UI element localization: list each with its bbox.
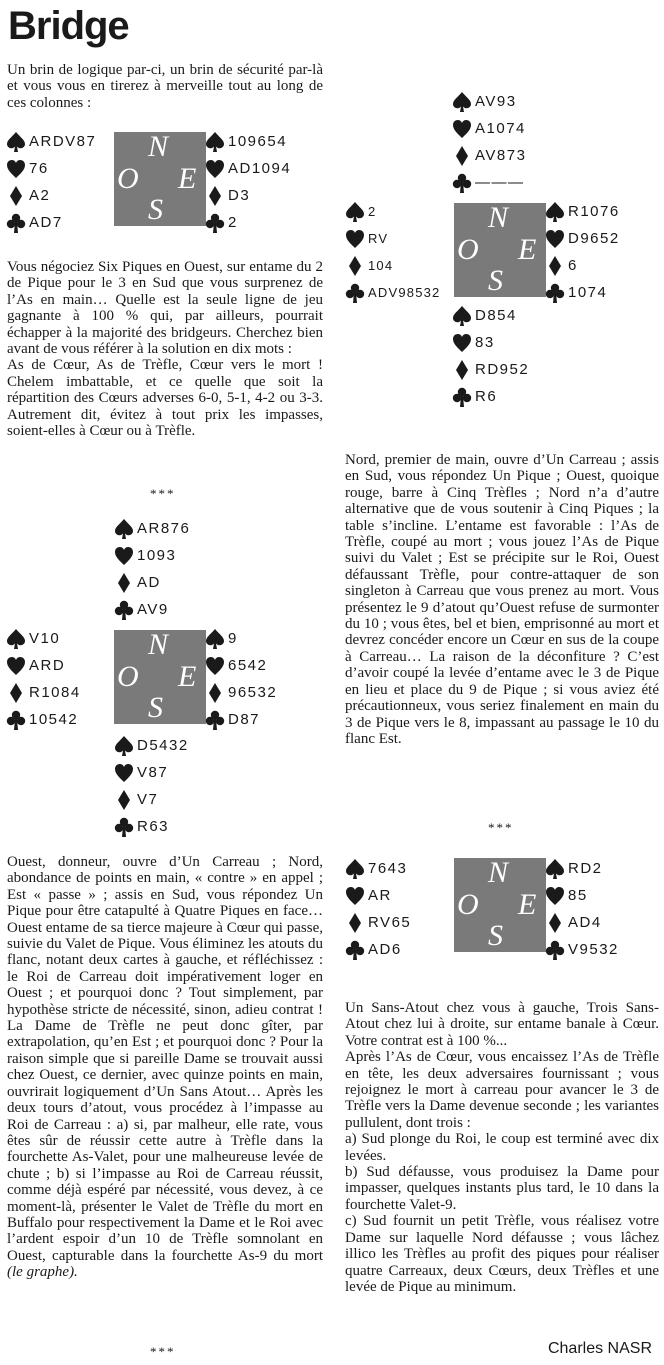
west-letter: O — [117, 660, 139, 693]
west-letter: O — [457, 888, 479, 921]
east-letter: E — [178, 660, 197, 693]
deal2-east-hand — [205, 625, 277, 733]
spade-icon — [114, 735, 134, 757]
diamond-icon — [545, 255, 565, 277]
north-letter: N — [148, 130, 169, 163]
south-letter: S — [148, 193, 163, 226]
east-diamonds: AD4 — [568, 914, 602, 931]
spade-icon — [345, 201, 365, 223]
compass-box — [454, 203, 546, 297]
diamond-icon — [114, 789, 134, 811]
north-letter: N — [488, 201, 509, 234]
club-icon — [114, 816, 134, 838]
paragraph-body: Ouest, donneur, ouvre d’Un Carreau ; Nord, abondance de points en main, « contre » en appel ; Est « passe » ; assis en Sud, vous répondez Un Pique pour être catapulté à Quatre Piques en face… Ouest entame de sa tierce majeure à Cœur qui passe, suivie du Valet de Pique. Vous éliminez les atouts du flanc, notant deux cartes à gauche, et réfléchissez : le Roi de Carreau doit impérativement loger en Ouest ; et pourquoi donc ? Tout simplement, par hypothèse stricte de nécessité, sinon, adieu contrat ! La Dame de Trèfle ne peut donc gîter, par extrapolation, qu’en Est ; et pourquoi donc ? Pour la raison simple que si pareille Dame se trouvait aussi chez Ouest, ce dernier, avec quinze points en main, ouvrirait logiquement d’Un Sans Atout… Après les deux tours d’atout, vous procédez à l’impasse au Roi de Carreau : a) si, par malheur, elle rate, vous êtes sûr de réussir cette autre à Trèfle dans la fourchette As-Valet, pour une malheureuse levée de chute ; b) si l’impasse au Roi de Carreau réussit, comme déjà espéré par nécessité, vous devez, à ce moment-là, présenter le Valet de Trèfle du mort en Buffalo pour respectivement la Dame et le Roi avec l’ardent espoir d’un 10 de Trèfle somnolant en Ouest, capturable dans la fourchette As-9 du mort — [7, 854, 323, 1264]
paragraph: b) Sud défausse, vous produisez la Dame pour impasser, quelques instants plus tard, le 10 dans la fourchette Valet-9. — [345, 1164, 659, 1213]
north-hearts: 1093 — [137, 547, 177, 564]
north-spades: AV93 — [475, 93, 517, 110]
south-spades: D854 — [475, 307, 517, 324]
separator: *** — [488, 820, 514, 835]
page-title: Bridge — [8, 4, 129, 48]
club-icon — [205, 709, 225, 731]
paragraph: As de Cœur, As de Trèfle, Cœur vers le mort ! Chelem imbattable, et ce quelle que soit la répartition des Cœurs adverses 6-0, 5-1, 4-2 ou 3-3. Autrement dit, évitez à tout prix les impasses, soient-elles à Cœur ou à Trèfle. — [7, 357, 323, 440]
article-4 — [345, 1000, 659, 1295]
north-hearts: A1074 — [475, 120, 526, 137]
deal4-west-hand — [345, 855, 411, 963]
north-spades: AR876 — [137, 520, 191, 537]
west-clubs: 10542 — [29, 711, 79, 728]
heart-icon — [345, 885, 365, 907]
south-clubs: R6 — [475, 388, 498, 405]
west-letter: O — [117, 162, 139, 195]
east-spades: 9 — [228, 630, 238, 647]
diamond-icon — [345, 912, 365, 934]
deal3-east-hand — [545, 198, 620, 306]
north-letter: N — [148, 628, 169, 661]
south-letter: S — [488, 919, 503, 952]
heart-icon — [205, 655, 225, 677]
east-diamonds: D3 — [228, 187, 251, 204]
article-3: Nord, premier de main, ouvre d’Un Carreau ; assis en Sud, vous répondez Un Pique ; Ouest, quoique rouge, barre à Cinq Trèfles ; Nord n’a d’autre alternative que de vous soutenir à Cinq Piques ; la table s’incline. L’entame est favorable : l’As de Trèfle, coupé au mort ; vous jouez l’As de Pique suivi du Valet ; Est se précipite sur le Roi, Ouest défaussant Trèfle, pour contre-attaquer de son singleton à Carreau que vous prenez au mort. Vous présentez le 9 d’atout qu’Ouest refuse de surmonter du 10 ; vous êtes, bel et bien, emprisonné au mort et devrez concéder encore un Cœur en sus de la coupe à Carreau… La raison de la déconfiture ? C’est d’avoir coupé la levée d’entame avec le 3 de Pique en lieu et place du 9 de Pique ; si vous aviez été précautionneux, vous seriez finalement en main du 3 de Pique vers le 8, impassant au passage le 10 du flanc Est. — [345, 452, 659, 747]
heart-icon — [114, 762, 134, 784]
west-diamonds: R1084 — [29, 684, 81, 701]
italic-note: (le graphe). — [7, 1264, 78, 1281]
compass-box — [114, 132, 206, 226]
deal1-east-hand — [205, 128, 291, 236]
west-clubs: AD7 — [29, 214, 63, 231]
west-hearts: AR — [368, 887, 392, 904]
south-diamonds: RD952 — [475, 361, 530, 378]
west-spades: 2 — [368, 204, 377, 219]
west-clubs: ADV98532 — [368, 285, 441, 300]
south-diamonds: V7 — [137, 791, 159, 808]
club-icon — [205, 212, 225, 234]
east-clubs: V9532 — [568, 941, 619, 958]
deal2-north-hand — [114, 515, 190, 623]
heart-icon — [6, 655, 26, 677]
deal3-south-hand — [452, 302, 529, 410]
deal3-north-hand — [452, 88, 526, 196]
west-letter: O — [457, 233, 479, 266]
author-signature: Charles NASR — [547, 1340, 652, 1357]
deal2-south-hand — [114, 732, 189, 840]
north-diamonds: AD — [137, 574, 161, 591]
west-diamonds: RV65 — [368, 914, 412, 931]
east-spades: 109654 — [228, 133, 288, 150]
paragraph: c) Sud fournit un petit Trèfle, vous réalisez votre Dame sur laquelle Nord défausse ; vous lâchez illico les Trèfles au profit des piques pour réaliser quatre Carreaux, deux Cœurs, deux Trèfles et une levée de Pique au minimum. — [345, 1213, 659, 1295]
diamond-icon — [205, 185, 225, 207]
west-hearts: ARD — [29, 657, 66, 674]
east-spades: RD2 — [568, 860, 603, 877]
deal1-west-hand — [6, 128, 96, 236]
north-clubs: ——— — [475, 174, 525, 191]
east-letter: E — [518, 888, 537, 921]
club-icon — [545, 282, 565, 304]
paragraph — [7, 854, 323, 1281]
club-icon — [452, 172, 472, 194]
spade-icon — [452, 91, 472, 113]
south-letter: S — [148, 691, 163, 724]
spade-icon — [545, 201, 565, 223]
north-diamonds: AV873 — [475, 147, 527, 164]
south-letter: S — [488, 264, 503, 297]
club-icon — [345, 282, 365, 304]
east-clubs: D87 — [228, 711, 261, 728]
west-spades: ARDV87 — [29, 133, 97, 150]
heart-icon — [205, 158, 225, 180]
west-clubs: AD6 — [368, 941, 402, 958]
heart-icon — [345, 228, 365, 250]
separator: *** — [150, 486, 176, 501]
south-spades: D5432 — [137, 737, 189, 754]
west-spades: V10 — [29, 630, 61, 647]
spade-icon — [452, 305, 472, 327]
heart-icon — [452, 118, 472, 140]
club-icon — [114, 599, 134, 621]
diamond-icon — [545, 912, 565, 934]
west-hearts: RV — [368, 231, 389, 246]
heart-icon — [545, 228, 565, 250]
north-clubs: AV9 — [137, 601, 169, 618]
article-1 — [7, 259, 323, 439]
east-hearts: AD1094 — [228, 160, 292, 177]
spade-icon — [205, 131, 225, 153]
compass-box — [454, 858, 546, 952]
spade-icon — [6, 628, 26, 650]
east-diamonds: 96532 — [228, 684, 278, 701]
paragraph: Vous négociez Six Piques en Ouest, sur entame du 2 de Pique pour le 3 en Sud que vous surprenez de l’As en main… Quelle est la seule ligne de jeu gagnante à 100 % qui, par ailleurs, pourrait échapper à la majorité des bridgeurs. Cherchez bien avant de vous référer à la solution en dix mots : — [7, 259, 323, 358]
club-icon — [6, 709, 26, 731]
west-diamonds: A2 — [29, 187, 51, 204]
east-hearts: D9652 — [568, 230, 620, 247]
heart-icon — [452, 332, 472, 354]
article-2 — [7, 854, 323, 1281]
south-clubs: R63 — [137, 818, 170, 835]
diamond-icon — [452, 359, 472, 381]
club-icon — [6, 212, 26, 234]
north-letter: N — [488, 856, 509, 889]
south-hearts: V87 — [137, 764, 169, 781]
diamond-icon — [114, 572, 134, 594]
east-letter: E — [518, 233, 537, 266]
diamond-icon — [452, 145, 472, 167]
east-clubs: 2 — [228, 214, 238, 231]
east-clubs: 1074 — [568, 284, 608, 301]
deal4-east-hand — [545, 855, 619, 963]
east-letter: E — [178, 162, 197, 195]
diamond-icon — [205, 682, 225, 704]
west-diamonds: 104 — [368, 258, 394, 273]
heart-icon — [114, 545, 134, 567]
heart-icon — [545, 885, 565, 907]
heart-icon — [6, 158, 26, 180]
south-hearts: 83 — [475, 334, 495, 351]
compass-box — [114, 630, 206, 724]
club-icon — [452, 386, 472, 408]
west-spades: 7643 — [368, 860, 408, 877]
spade-icon — [114, 518, 134, 540]
paragraph: Un Sans-Atout chez vous à gauche, Trois Sans-Atout chez lui à droite, sur entame banale à Cœur. Votre contrat est à 100 %... — [345, 1000, 659, 1049]
spade-icon — [545, 858, 565, 880]
spade-icon — [345, 858, 365, 880]
diamond-icon — [6, 682, 26, 704]
club-icon — [345, 939, 365, 961]
east-hearts: 6542 — [228, 657, 268, 674]
paragraph: a) Sud plonge du Roi, le coup est terminé avec dix levées. — [345, 1131, 659, 1164]
diamond-icon — [6, 185, 26, 207]
intro-text: Un brin de logique par-ci, un brin de sécurité par-là et vous vous en tirerez à merveille tout au long de ces colonnes : — [7, 62, 323, 111]
paragraph: Après l’As de Cœur, vous encaissez l’As de Trèfle en tête, les deux adversaires fournissant ; vous rejoignez le mort à carreau pour avancer le 3 de Trèfle vers la Dame devenue seconde ; les variantes pullulent, dont trois : — [345, 1049, 659, 1131]
west-hearts: 76 — [29, 160, 49, 177]
east-spades: R1076 — [568, 203, 620, 220]
deal3-west-hand — [345, 198, 440, 306]
deal2-west-hand — [6, 625, 81, 733]
separator: *** — [150, 1344, 176, 1359]
club-icon — [545, 939, 565, 961]
diamond-icon — [345, 255, 365, 277]
east-diamonds: 6 — [568, 257, 578, 274]
spade-icon — [205, 628, 225, 650]
east-hearts: 85 — [568, 887, 588, 904]
spade-icon — [6, 131, 26, 153]
